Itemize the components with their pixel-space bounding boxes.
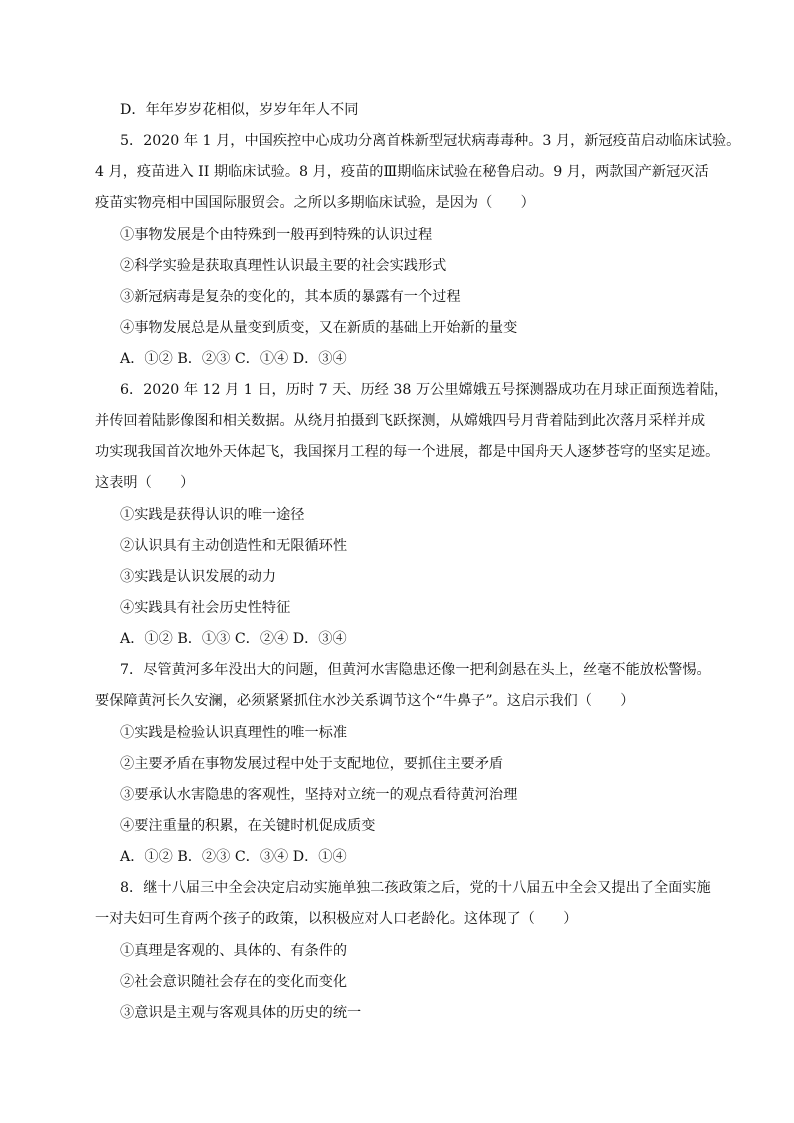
q7-statement-1: ①实践是检验认识真理性的唯一标准: [120, 725, 348, 741]
q7-statement-3: ③要承认水害隐患的客观性，坚持对立统一的观点看待黄河治理: [120, 787, 518, 803]
q5-stem-line-2: 4 月，疫苗进入 II 期临床试验。8 月，疫苗的Ⅲ期临床试验在秘鲁启动。9 月，两款国产新冠灭活: [95, 164, 709, 180]
q5-stem-line-3: 疫苗实物亮相中国国际服贸会。之所以多期临床试验，是因为（ ）: [95, 195, 535, 211]
q8-statement-1: ①真理是客观的、具体的、有条件的: [120, 943, 348, 959]
q6-choices: A．①② B．①③ C．②④ D．③④: [120, 631, 347, 647]
q4-option-d: D．年年岁岁花相似，岁岁年年人不同: [120, 102, 359, 118]
q6-stem-line-2: 并传回着陆影像图和相关数据。从绕月拍摄到飞跃探测，从嫦娥四号月背着陆到此次落月采样并成: [95, 413, 706, 429]
q8-stem-line-2: 一对夫妇可生育两个孩子的政策，以积极应对人口老龄化。这体现了（ ）: [95, 911, 578, 927]
q8-statement-3: ③意识是主观与客观具体的历史的统一: [120, 1005, 362, 1021]
q5-statement-3: ③新冠病毒是复杂的变化的，其本质的暴露有一个过程: [120, 289, 461, 305]
q8-statement-2: ②社会意识随社会存在的变化而变化: [120, 974, 348, 990]
q6-stem-line-1: 6．2020 年 12 月 1 日，历时 7 天、历经 38 万公里嫦娥五号探测器成功在月球正面预选着陆，: [120, 382, 729, 398]
q6-statement-2: ②认识具有主动创造性和无限循环性: [120, 538, 348, 554]
q6-statement-4: ④实践具有社会历史性特征: [120, 600, 291, 616]
q7-statement-4: ④要注重量的积累，在关键时机促成质变: [120, 818, 376, 834]
q8-stem-line-1: 8．继十八届三中全会决定启动实施单独二孩政策之后，党的十八届五中全会又提出了全面实施: [120, 880, 711, 896]
q6-stem-line-3: 功实现我国首次地外天体起飞，我国探月工程的每一个进展，都是中国舟天人逐梦苍穹的坚实足迹。: [95, 444, 720, 460]
q7-choices: A．①② B．②③ C．③④ D．①④: [120, 849, 347, 865]
q6-statement-1: ①实践是获得认识的唯一途径: [120, 507, 305, 523]
q5-statement-2: ②科学实验是获取真理性认识最主要的社会实践形式: [120, 258, 447, 274]
q6-stem-line-4: 这表明（ ）: [95, 475, 195, 491]
q7-statement-2: ②主要矛盾在事物发展过程中处于支配地位，要抓住主要矛盾: [120, 756, 504, 772]
q7-stem-line-2: 要保障黄河长久安澜，必须紧紧抓住水沙关系调节这个“牛鼻子”。这启示我们（ ）: [95, 693, 635, 709]
q6-statement-3: ③实践是认识发展的动力: [120, 569, 277, 585]
q5-statement-1: ①事物发展是个由特殊到一般再到特殊的认识过程: [120, 227, 433, 243]
q5-statement-4: ④事物发展总是从量变到质变，又在新质的基础上开始新的量变: [120, 320, 518, 336]
q7-stem-line-1: 7．尽管黄河多年没出大的问题，但黄河水害隐患还像一把利剑悬在头上，丝毫不能放松警惕。: [120, 662, 711, 678]
q5-stem-line-1: 5．2020 年 1 月，中国疾控中心成功分离首株新型冠状病毒毒种。3 月，新冠疫苗启动临床试验。: [120, 133, 741, 149]
q5-choices: A．①② B．②③ C．①④ D．③④: [120, 351, 347, 367]
